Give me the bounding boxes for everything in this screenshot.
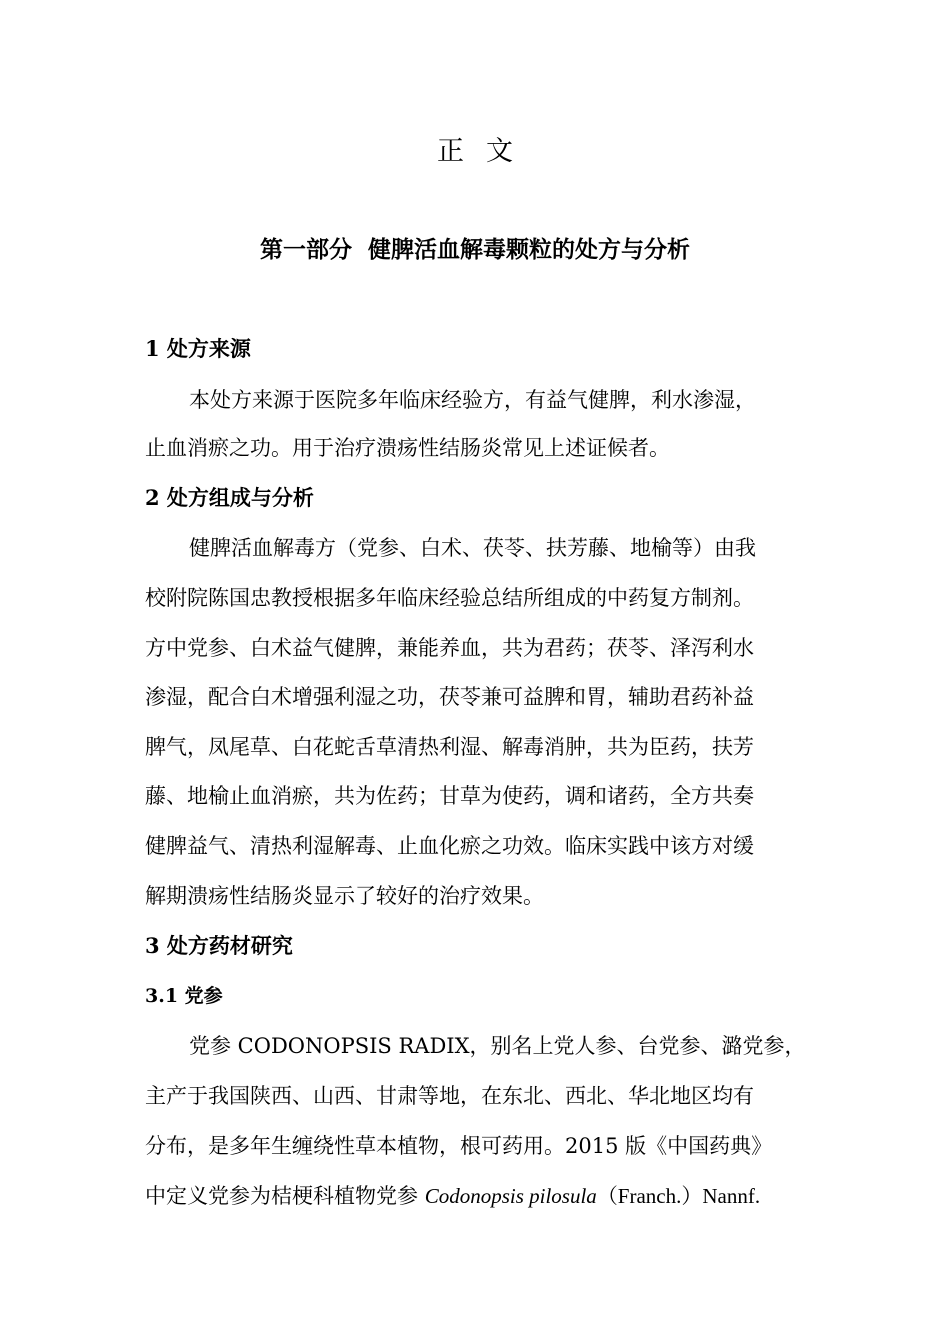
paragraph-line: 方中党参、白术益气健脾，兼能养血，共为君药；茯苓、泽泻利水: [145, 636, 754, 660]
part-title: 第一部分 健脾活血解毒颗粒的处方与分析: [259, 236, 690, 263]
paragraph-line: 健脾益气、清热利湿解毒、止血化瘀之功效。临床实践中该方对缓: [145, 834, 754, 858]
section-heading-1: 1 处方来源: [145, 336, 251, 361]
paragraph-line: 解期溃疡性结肠炎显示了较好的治疗效果。: [145, 884, 544, 908]
paragraph-line: 渗湿，配合白术增强利湿之功，茯苓兼可益脾和胃，辅助君药补益: [145, 685, 754, 709]
paragraph-line: 本处方来源于医院多年临床经验方，有益气健脾，利水渗湿，: [189, 388, 756, 412]
paragraph-line: 脾气，凤尾草、白花蛇舌草清热利湿、解毒消肿，共为臣药，扶芳: [145, 735, 754, 759]
paragraph-line: 分布，是多年生缠绕性草本植物，根可药用。2015 版《中国药典》: [145, 1134, 773, 1158]
paragraph-line: 校附院陈国忠教授根据多年临床经验总结所组成的中药复方制剂。: [145, 586, 754, 610]
paragraph-line: 止血消瘀之功。用于治疗溃疡性结肠炎常见上述证候者。: [145, 436, 670, 460]
subsection-heading-3-1: 3.1 党参: [145, 985, 223, 1007]
paragraph-line: 健脾活血解毒方（党参、白术、茯苓、扶芳藤、地榆等）由我: [189, 536, 756, 560]
text-segment: 中定义党参为桔梗科植物党参: [145, 1184, 425, 1208]
text-segment: （Franch.）Nannf.: [596, 1184, 761, 1208]
page-title: 正文: [437, 136, 535, 167]
section-heading-2: 2 处方组成与分析: [145, 485, 314, 510]
paragraph-line: 藤、地榆止血消瘀，共为佐药；甘草为使药，调和诸药，全方共奏: [145, 784, 754, 808]
paragraph-line: [145, 1181, 760, 1211]
paragraph-line: 主产于我国陕西、山西、甘肃等地，在东北、西北、华北地区均有: [145, 1084, 754, 1108]
section-heading-3: 3 处方药材研究: [145, 933, 293, 958]
paragraph-line: 党参 CODONOPSIS RADIX，别名上党人参、台党参、潞党参，: [189, 1034, 806, 1058]
species-name: Codonopsis pilosula: [424, 1184, 597, 1208]
